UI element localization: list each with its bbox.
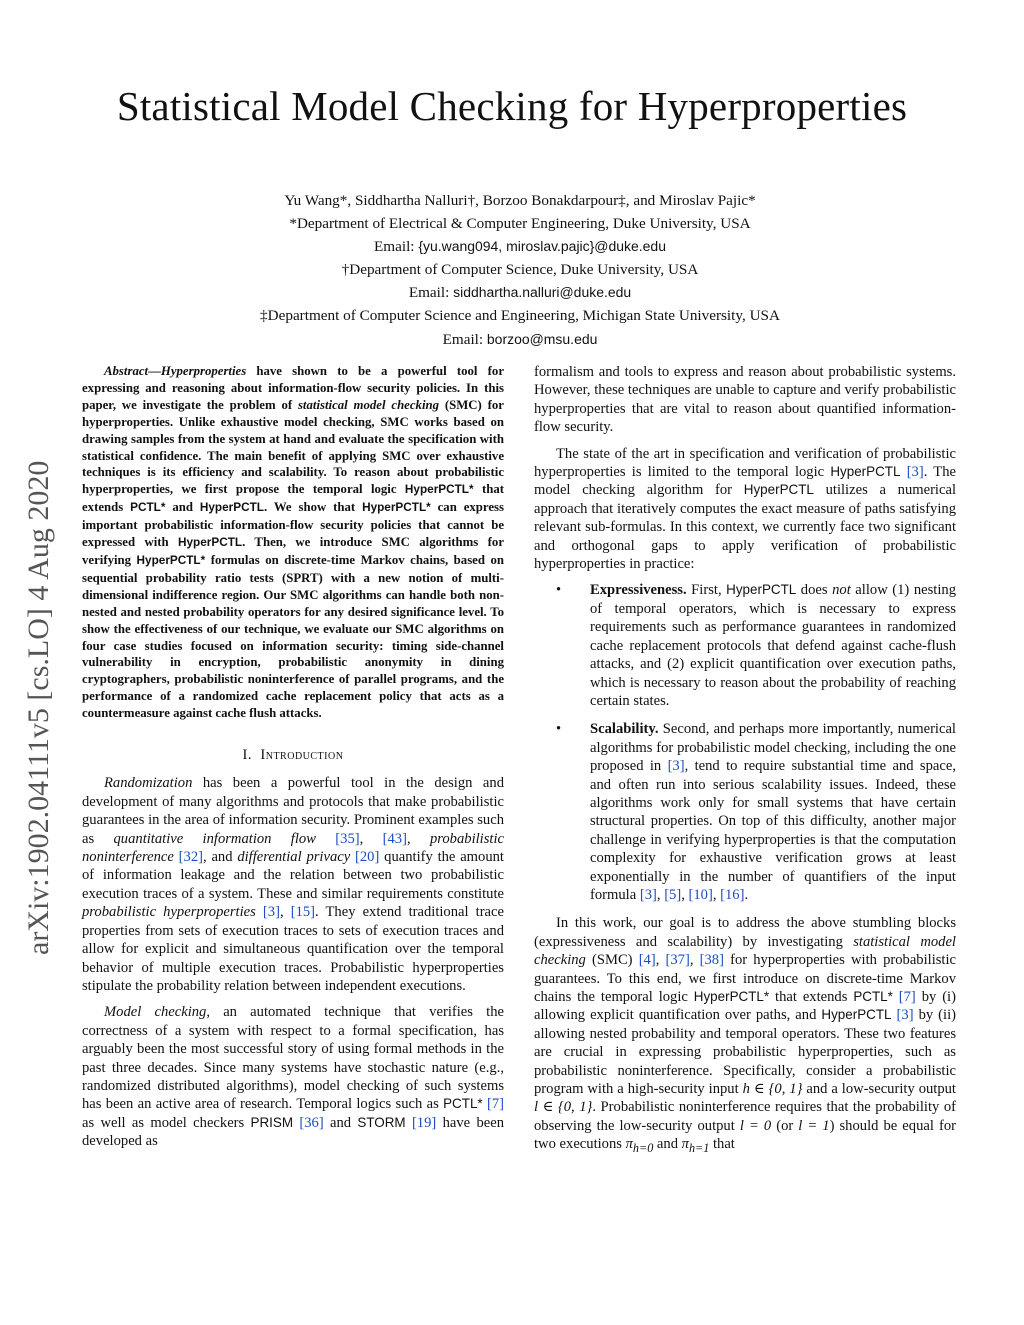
body-text: , <box>656 886 665 903</box>
body-text: The state of the art in specification and verification of probabilistic hyperproperties is limited to the temporal logic <box>534 445 956 481</box>
body-text: and a low-security output <box>802 1081 956 1098</box>
body-text: , <box>712 886 721 903</box>
abstract-dash: — <box>148 364 161 378</box>
body-text <box>256 904 263 920</box>
abstract-text: and <box>165 500 200 515</box>
abstract-text: Hyperproperties <box>160 364 247 378</box>
logic-name: HyperPCTL <box>199 501 264 515</box>
logic-name: HyperPCTL <box>743 482 814 498</box>
math-expression <box>681 1136 710 1156</box>
right-paragraph-2 <box>534 445 956 574</box>
math-expression: h ∈ {0, 1} <box>742 1081 803 1098</box>
abstract-text: . Then, we introduce SMC algorithms for verifying <box>82 535 504 567</box>
citation-link[interactable]: [38] <box>699 952 724 969</box>
logic-name: PCTL* <box>853 989 893 1004</box>
body-text: probabilistic noninterference <box>82 830 505 866</box>
body-text: that <box>709 1136 735 1153</box>
body-text: First, <box>686 582 727 599</box>
list-item-heading: Scalability. <box>590 721 659 738</box>
body-text: statistical model checking <box>534 933 956 969</box>
body-text: that extends <box>769 989 854 1005</box>
email-label: Email: <box>442 330 484 348</box>
math-expression <box>625 1136 654 1156</box>
logic-name: PCTL* <box>443 1096 483 1112</box>
logic-name: HyperPCTL <box>726 582 797 598</box>
intro-paragraph-1 <box>82 774 504 995</box>
email-label: Email: <box>408 284 450 302</box>
affiliation-1: *Department of Electrical & Computer Engineering, Duke University, USA <box>289 214 751 232</box>
math-subscript: h=1 <box>688 1141 710 1156</box>
body-text: quantitative information flow <box>113 830 316 847</box>
body-text <box>316 831 335 847</box>
citation-link[interactable]: [37] <box>665 952 690 969</box>
citation-link[interactable]: [36] <box>299 1114 324 1131</box>
citation-link[interactable]: [19] <box>411 1114 437 1131</box>
paper-title: Statistical Model Checking for Hyperproperties <box>116 83 908 129</box>
body-text: allow (1) nesting of temporal operators, which is necessary to express requirements such as performance guarantees in randomized cache replacement protocols that defend against cache-flush attacks, and (2) explicit quantification over execution paths, which is necessary to reason about the probability of reaching certain states. <box>590 582 956 709</box>
affiliation-2: †Department of Computer Science, Duke University, USA <box>341 260 699 278</box>
email-line-2 <box>0 281 1024 305</box>
math-expression: l = 1 <box>798 1117 830 1134</box>
affiliation-3: ‡Department of Computer Science and Engineering, Michigan State University, USA <box>260 306 780 324</box>
abstract-label: Abstract <box>104 364 149 378</box>
body-text: , <box>681 886 689 903</box>
math-symbol: π <box>681 1136 689 1153</box>
citation-link[interactable]: [15] <box>290 904 316 921</box>
body-text: does <box>796 582 833 599</box>
citation-link[interactable]: [3] <box>262 904 280 921</box>
right-column <box>534 363 956 1166</box>
email-address: borzoo@msu.edu <box>486 330 598 347</box>
bullet-icon: • <box>556 582 562 599</box>
citation-link[interactable]: [3] <box>639 886 657 903</box>
body-text: Second, and perhaps more importantly, numerical algorithms for probabilistic model checking, including the one proposed in <box>590 721 956 775</box>
abstract-text: can express important probabilistic information-flow security policies that cannot be expressed with <box>82 500 505 550</box>
arxiv-stamp: arXiv:1902.04111v5 [cs.LO] 4 Aug 2020 <box>22 460 55 955</box>
body-text: , <box>689 952 700 969</box>
logic-name: HyperPCTL* <box>136 553 206 567</box>
body-text: differential privacy <box>237 849 351 866</box>
body-text: , <box>655 952 666 969</box>
citation-link[interactable]: [7] <box>486 1096 504 1113</box>
logic-name: HyperPCTL <box>830 464 901 480</box>
body-text: and <box>323 1114 358 1131</box>
list-item <box>556 581 956 710</box>
section-title: Introduction <box>260 747 344 764</box>
citation-link[interactable]: [43] <box>382 830 407 847</box>
body-text: by (i) allowing explicit quantification over paths, and <box>534 989 956 1024</box>
citation-link[interactable]: [5] <box>664 886 682 903</box>
abstract-text: that extends <box>82 482 504 515</box>
abstract-text: . We show that <box>263 500 363 515</box>
right-paragraph-3 <box>534 914 956 1157</box>
tool-name: STORM <box>357 1114 406 1130</box>
email-address: {yu.wang094, miroslav.pajic}@duke.edu <box>418 238 666 255</box>
body-text: . The model checking algorithm for <box>534 464 956 499</box>
body-text: , tend to require substantial time and space, and often run into serious scalability issues. Indeed, these algorithms work only for small systems that have certain structural properties. On top of this difficulty, another major challenge in verifying hyperproperties is that the computation complexity for exhaustive verification grows at least exponentially in the number of quantifiers of the input formula <box>590 758 956 903</box>
body-text: , and <box>203 849 238 866</box>
body-text: , <box>406 830 430 847</box>
author-block <box>0 190 1024 351</box>
body-text: has been a powerful tool in the design and development of many algorithms and protocols that make probabilistic guarantees in the area of information security. Prominent examples such as <box>82 775 504 847</box>
abstract-text: (SMC) for hyperproperties. Unlike exhaustive model checking, SMC works based on drawing samples from the system at hand and evaluate the specification with statistical confidence. The main benefit of applying SMC over exhaustive techniques is its efficiency and scalability. To reason about probabilistic hyperproperties, we first propose the temporal logic <box>82 397 504 497</box>
body-text: quantify the amount of information leakage and the relation between two probabilistic execution traces of a system. These and similar requirements constitute <box>82 849 504 902</box>
body-text: . Probabilistic noninterference requires that the probability of observing the low-security output <box>534 1099 956 1134</box>
abstract-text: formulas on discrete-time Markov chains, based on sequential probability ratio tests (SPRT) with a new notion of multi-dimensional indifference region. Our SMC algorithms can handle both non-nested and nested probability operators for any desired significance level. To show the effectiveness of our technique, we evaluate our SMC algorithms on four case studies focused on information security: timing side-channel vulnerability in encryption, probabilistic anonymity in dining cryptographers, probabilistic noninterference of parallel programs, and the performance of a randomized cache replacement policy that acts as a countermeasure against cache flush attacks. <box>82 552 504 721</box>
email-address: siddhartha.nalluri@duke.edu <box>453 284 632 301</box>
math-expression: l ∈ {0, 1} <box>534 1099 593 1116</box>
citation-link[interactable]: [35] <box>335 830 360 847</box>
logic-name: HyperPCTL <box>821 1007 892 1023</box>
body-text: (or <box>771 1117 799 1134</box>
body-text: In this work, our goal is to address the above stumbling blocks (expressiveness and scalability) by investigating <box>534 915 956 950</box>
body-text: (SMC) <box>585 952 639 969</box>
body-text: Model checking <box>104 1004 207 1021</box>
email-label: Email: <box>374 238 415 256</box>
logic-name: HyperPCTL* <box>362 501 431 515</box>
math-symbol: π <box>625 1136 633 1153</box>
body-text: ) should be equal for two executions <box>534 1117 956 1153</box>
bullet-icon: • <box>556 721 562 738</box>
body-text: utilizes a numerical approach that iteratively computes the exact measure of paths satisfying relevant sub-formulas. In this context, we currently face two significant and orthogonal gaps to apply verification of probabilistic hyperproperties in practice: <box>534 482 956 573</box>
body-text: . <box>744 886 749 903</box>
abstract <box>82 363 504 722</box>
citation-link[interactable]: [20] <box>355 849 380 866</box>
math-subscript: h=0 <box>632 1141 654 1156</box>
body-text: , <box>279 904 291 921</box>
email-line-1 <box>0 235 1024 259</box>
list-item-heading: Expressiveness. <box>590 582 687 599</box>
body-text: for hyperproperties with probabilistic guarantees. To this end, we first introduce on discrete-time Markov chains the temporal logic <box>534 952 957 1005</box>
body-text: not <box>832 582 851 599</box>
gap-list <box>534 581 956 904</box>
body-text: as well as model checkers <box>82 1114 251 1131</box>
logic-name: PCTL* <box>130 501 166 515</box>
citation-link[interactable]: [16] <box>720 886 745 903</box>
list-item <box>556 720 956 904</box>
intro-paragraph-2 <box>82 1003 504 1150</box>
citation-link[interactable]: [3] <box>896 1007 914 1024</box>
body-text: , <box>359 830 383 847</box>
abstract-text: have shown to be a powerful tool for expressing and reasoning about information-flow security policies. In this paper, we investigate the problem of <box>82 364 504 412</box>
citation-link[interactable]: [32] <box>178 849 203 866</box>
logic-name: HyperPCTL* <box>404 483 474 497</box>
body-text: and <box>653 1136 682 1153</box>
abstract-text: statistical model checking <box>297 397 440 412</box>
logic-name: HyperPCTL* <box>693 989 770 1004</box>
citation-link[interactable]: [3] <box>906 464 924 481</box>
body-text: have been developed as <box>82 1114 504 1150</box>
body-text: by (ii) allowing nested probability and temporal operators. These two features are crucial in expressing probabilistic hyperproperties, such as probabilistic noninterference. Specifically, consider a probabilistic program with a high-security input <box>534 1007 956 1098</box>
body-text: . They extend traditional trace properties from sets of execution traces to sets of execution traces and allow for explicit and simultaneous quantification over the temporal behavior of multiple execution traces. Probabilistic hyperproperties stipulate the probability relation between independent executions. <box>82 904 504 994</box>
section-heading <box>82 746 504 764</box>
section-number: I. <box>242 747 253 764</box>
citation-link[interactable]: [4] <box>638 952 656 969</box>
citation-link[interactable]: [7] <box>898 989 916 1005</box>
logic-name: HyperPCTL <box>178 536 243 550</box>
citation-link[interactable]: [3] <box>667 758 685 775</box>
body-text: , an automated technique that verifies the correctness of a system with respect to a formal specification, has arguably been the most successful story of using formal methods in the past three decades. Since many systems have stochastic nature (e.g., randomized distributed algorithms), model checking of such systems has been an active area of research. Temporal logics such as <box>82 1004 504 1113</box>
email-line-3 <box>0 328 1024 352</box>
left-column <box>82 363 504 1159</box>
right-paragraph-1: formalism and tools to express and reason about probabilistic systems. However, these techniques are unable to capture and verify probabilistic hyperproperties that are vital to reason about quantified information-flow security. <box>534 364 956 436</box>
body-text: probabilistic hyperproperties <box>82 904 256 921</box>
citation-link[interactable]: [10] <box>688 886 713 903</box>
tool-name: PRISM <box>250 1114 294 1130</box>
body-text: Randomization <box>104 775 193 792</box>
math-expression: l = 0 <box>739 1117 772 1134</box>
author-names: Yu Wang*, Siddhartha Nalluri†, Borzoo Bonakdarpour‡, and Miroslav Pajic* <box>284 192 756 209</box>
